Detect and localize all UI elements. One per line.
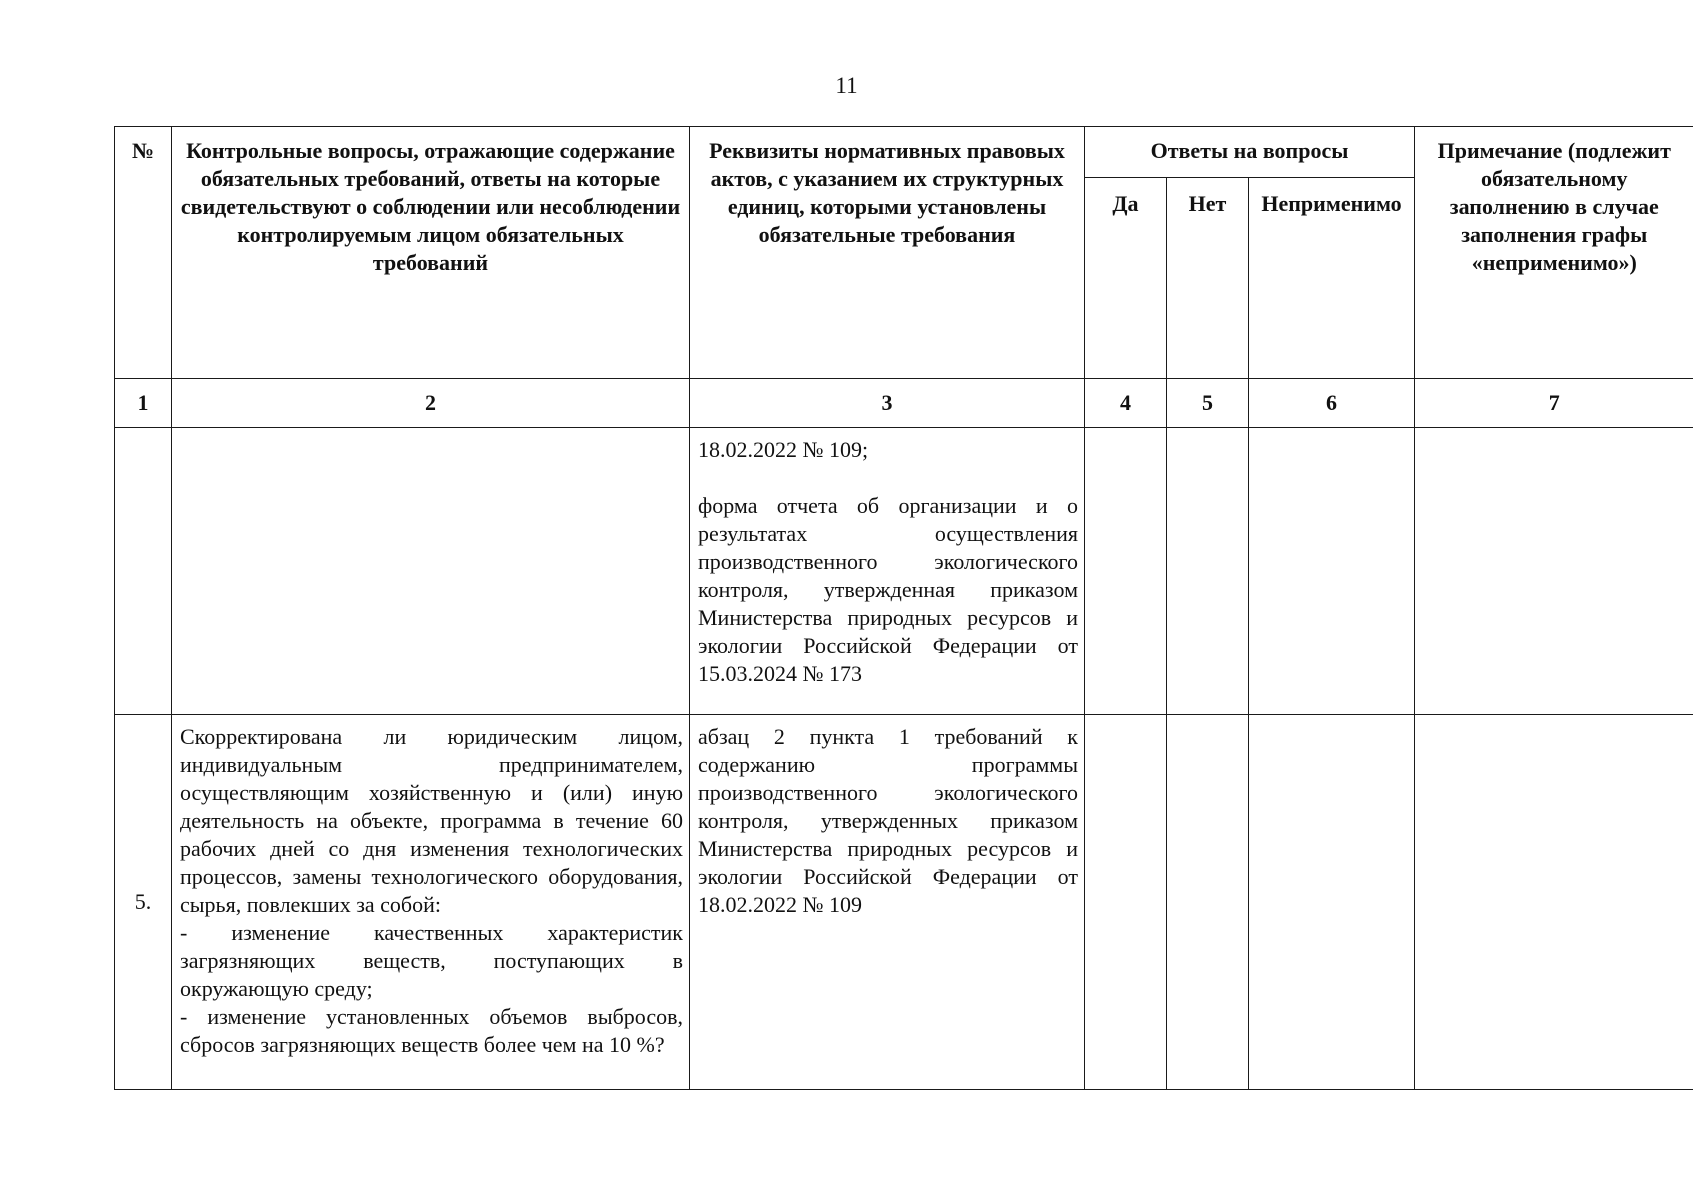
column-number: 5 (1167, 379, 1249, 428)
column-number: 7 (1415, 379, 1693, 428)
question-cell (172, 715, 690, 1090)
header-note (1415, 127, 1693, 379)
page-number: 11 (835, 73, 858, 98)
column-number: 6 (1249, 379, 1415, 428)
header-answer-yes: Да (1085, 178, 1167, 379)
answer-no-cell[interactable] (1167, 715, 1249, 1090)
header-answers: Ответы на вопросы (1085, 127, 1415, 178)
column-number: 3 (690, 379, 1085, 428)
row-number-cell (115, 428, 172, 715)
header-answer-no: Нет (1167, 178, 1249, 379)
header-requisites: Реквизиты нормативных правовых актов, с указанием их структурных единиц, которыми установлены обязательные требования (690, 127, 1085, 379)
requisites-paragraph: форма отчета об организации и о результатах осуществления производственного экологического контроля, утвержденная приказом Министерства природных ресурсов и экологии Российской Федерации от 15.03.2024 № 173 (698, 493, 1078, 686)
requisites-cell: абзац 2 пункта 1 требований к содержанию программы производственного экологического контроля, утвержденных приказом Министерства природных ресурсов и экологии Российской Федерации от 18.02.2022 № 109 (690, 715, 1085, 1090)
requisites-cell (690, 428, 1085, 715)
header-questions: Контрольные вопросы, отражающие содержание обязательных требований, ответы на которые свидетельствуют о соблюдении или несоблюдении контролируемым лицом обязательных требований (172, 127, 690, 379)
column-numbers-row (115, 379, 1693, 428)
table-row (115, 715, 1693, 1090)
row-number-cell: 5. (115, 715, 172, 1090)
column-number: 2 (172, 379, 690, 428)
answer-na-cell[interactable] (1249, 715, 1415, 1090)
question-cell (172, 428, 690, 715)
note-cell[interactable] (1415, 428, 1693, 715)
question-paragraph: Скорректирована ли юридическим лицом, индивидуальным предпринимателем, осуществляющим хозяйственную и (или) иную деятельность на объекте, программа в течение 60 рабочих дней со дня изменения технологических процессов, замены технологического оборудования, сырья, повлекших за собой: (180, 724, 683, 917)
question-paragraph: - изменение качественных характеристик загрязняющих веществ, поступающих в окружающую среду; (180, 920, 683, 1001)
requisites-paragraph: 18.02.2022 № 109; (698, 437, 869, 462)
column-number: 4 (1085, 379, 1167, 428)
answer-yes-cell[interactable] (1085, 428, 1167, 715)
table-row (115, 428, 1693, 715)
header-note-text: Примечание (подлежит обязательному заполнению в случае заполнения графы «неприменимо») (1437, 138, 1671, 275)
checklist-table (114, 126, 1693, 1090)
header-num: № (115, 127, 172, 379)
question-paragraph: - изменение установленных объемов выбросов, сбросов загрязняющих веществ более чем на 10 %? (180, 1004, 683, 1057)
header-row (115, 127, 1693, 178)
note-cell[interactable] (1415, 715, 1693, 1090)
answer-na-cell[interactable] (1249, 428, 1415, 715)
answer-no-cell[interactable] (1167, 428, 1249, 715)
header-answer-na: Неприменимо (1249, 178, 1415, 379)
column-number: 1 (115, 379, 172, 428)
answer-yes-cell[interactable] (1085, 715, 1167, 1090)
paragraph-gap (698, 464, 1078, 492)
